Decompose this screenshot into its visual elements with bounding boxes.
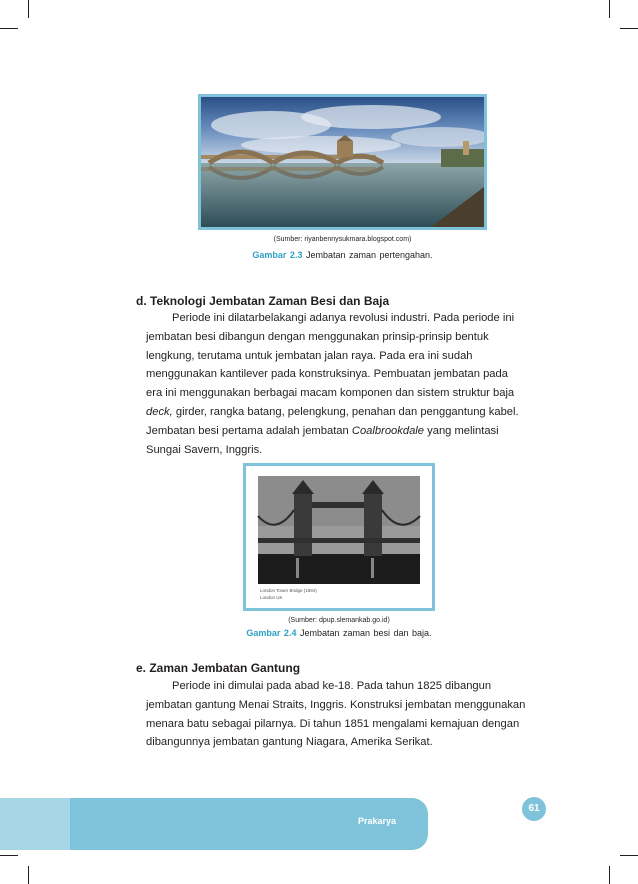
paragraph-line: jembatan gantung Menai Straits, Inggris. Konstruksi jembatan menggunakan <box>146 698 526 711</box>
image-text: London UK <box>260 595 283 600</box>
section-paragraph <box>146 677 546 752</box>
paragraph-line: jembatan besi dibangun dengan menggunakan prinsip-prinsip bentuk <box>146 330 489 343</box>
paragraph-line: Sungai Savern, Inggris. <box>146 443 263 456</box>
section-heading: d. Teknologi Jembatan Zaman Besi dan Baja <box>136 294 390 308</box>
paragraph-line: Periode ini dimulai pada abad ke-18. Pada tahun 1825 dibangun <box>172 680 492 692</box>
bridge-illustration <box>201 97 484 227</box>
footer-bar-edge <box>0 798 70 850</box>
tower-bridge-photo <box>243 463 435 611</box>
crop-mark <box>28 866 29 884</box>
figure-caption-text: Jembatan zaman pertengahan. <box>305 250 433 260</box>
paragraph-line: lengkung, terutama untuk jembatan jalan raya. Pada era ini sudah <box>146 349 473 362</box>
page-number: 61 <box>522 797 546 821</box>
crop-mark <box>620 28 638 29</box>
crop-mark <box>609 866 610 884</box>
tower-bridge-illustration <box>246 466 432 608</box>
crop-mark <box>28 0 29 18</box>
figure-caption-text: Jembatan zaman besi dan baja. <box>299 628 432 638</box>
crop-mark <box>0 855 18 856</box>
section-heading: e. Zaman Jembatan Gantung <box>136 661 301 675</box>
paragraph-line: dibangunnya jembatan gantung Niagara, Amerika Serikat. <box>146 736 433 749</box>
paragraph-line: menara batu sebagai pilarnya. Di tahun 1851 mengalami kemajuan dengan <box>146 717 520 730</box>
figure-source: (Sumber: dpup.slemankab.go.id) <box>288 617 390 624</box>
paragraph-line: Periode ini dilatarbelakangi adanya revolusi industri. Pada periode ini <box>172 312 515 324</box>
paragraph-line: era ini menggunakan berbagai macam komponen dan sistem struktur baja <box>146 387 515 400</box>
figure-source: (Sumber: riyanbennysukmara.blogspot.com) <box>273 236 412 243</box>
figure-caption <box>213 628 465 638</box>
medieval-bridge-photo <box>198 94 487 230</box>
crop-mark <box>609 0 610 18</box>
paragraph-line: deck, girder, rangka batang, pelengkung, penahan dan penggantung kabel. <box>146 405 519 418</box>
image-text: London Tower Bridge (1894) <box>260 588 317 593</box>
paragraph-line: menggunakan kantilever pada konstruksinya. Pembuatan jembatan pada <box>146 368 508 381</box>
figure-label: Gambar 2.3 <box>252 250 303 260</box>
figure-caption <box>198 250 487 260</box>
crop-mark <box>620 855 638 856</box>
paragraph-line: Jembatan besi pertama adalah jembatan Coalbrookdale yang melintasi <box>146 424 499 437</box>
book-title: Prakarya <box>358 816 397 826</box>
crop-mark <box>0 28 18 29</box>
section-paragraph <box>146 309 546 459</box>
figure-label: Gambar 2.4 <box>246 628 297 638</box>
